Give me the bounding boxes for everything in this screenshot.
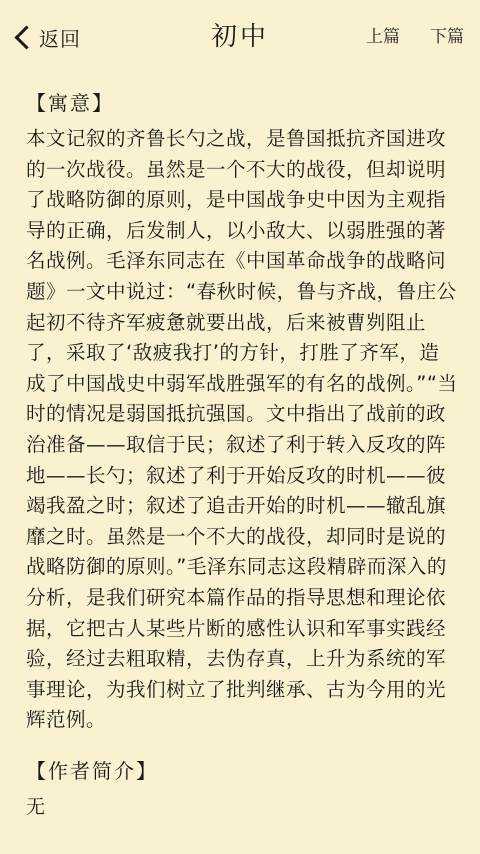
author-text: 无: [26, 795, 46, 818]
meaning-text: 本文记叙的齐鲁长勺之战，是鲁国抵抗齐国进攻的一次战役。虽然是一个不大的战役，但却说明了战略防御的原则，是中国战争史中因为主观指导的正确，后发制人，以小敌大、以弱胜强的著名战例。毛泽东同志在《中国革命战争的战略问题》一文中说过：“春秋时候，鲁与齐战，鲁庄公起初不待齐军疲惫就要出战，后来被曹刿阻止了，采取了‘敌疲我打’的方针，打胜了齐军，造成了中国战史中弱军战胜强军的有名的战例。”“当时的情况是弱国抵抗强国。文中指出了战前的政治准备——取信于民；叙述了利于转入反攻的阵地——长勺；叙述了利于开始反攻的时机——彼竭我盈之时；叙述了追击开始的时机——辙乱旗靡之时。虽然是一个不大的战役，却同时是说的战略防御的原则。”毛泽东同志这段精辟而深入的分析，是我们研究本篇作品的指导思想和理论依据，它把古人某些片断的感性认识和军事实践经验，经过去粗取精，去伪存真，上升为系统的军事理论，为我们树立了批判继承、古为今用的光辉范例。: [26, 127, 458, 732]
next-article-button[interactable]: 下篇: [430, 27, 464, 47]
article-content: [26, 88, 458, 822]
navigation-bar: [0, 0, 480, 68]
back-label: 返回: [39, 26, 81, 51]
page-title: 初中: [210, 22, 269, 52]
author-heading: 【作者简介】: [26, 758, 158, 783]
meaning-heading: 【寓意】: [26, 91, 114, 115]
previous-article-button[interactable]: 上篇: [366, 27, 400, 47]
